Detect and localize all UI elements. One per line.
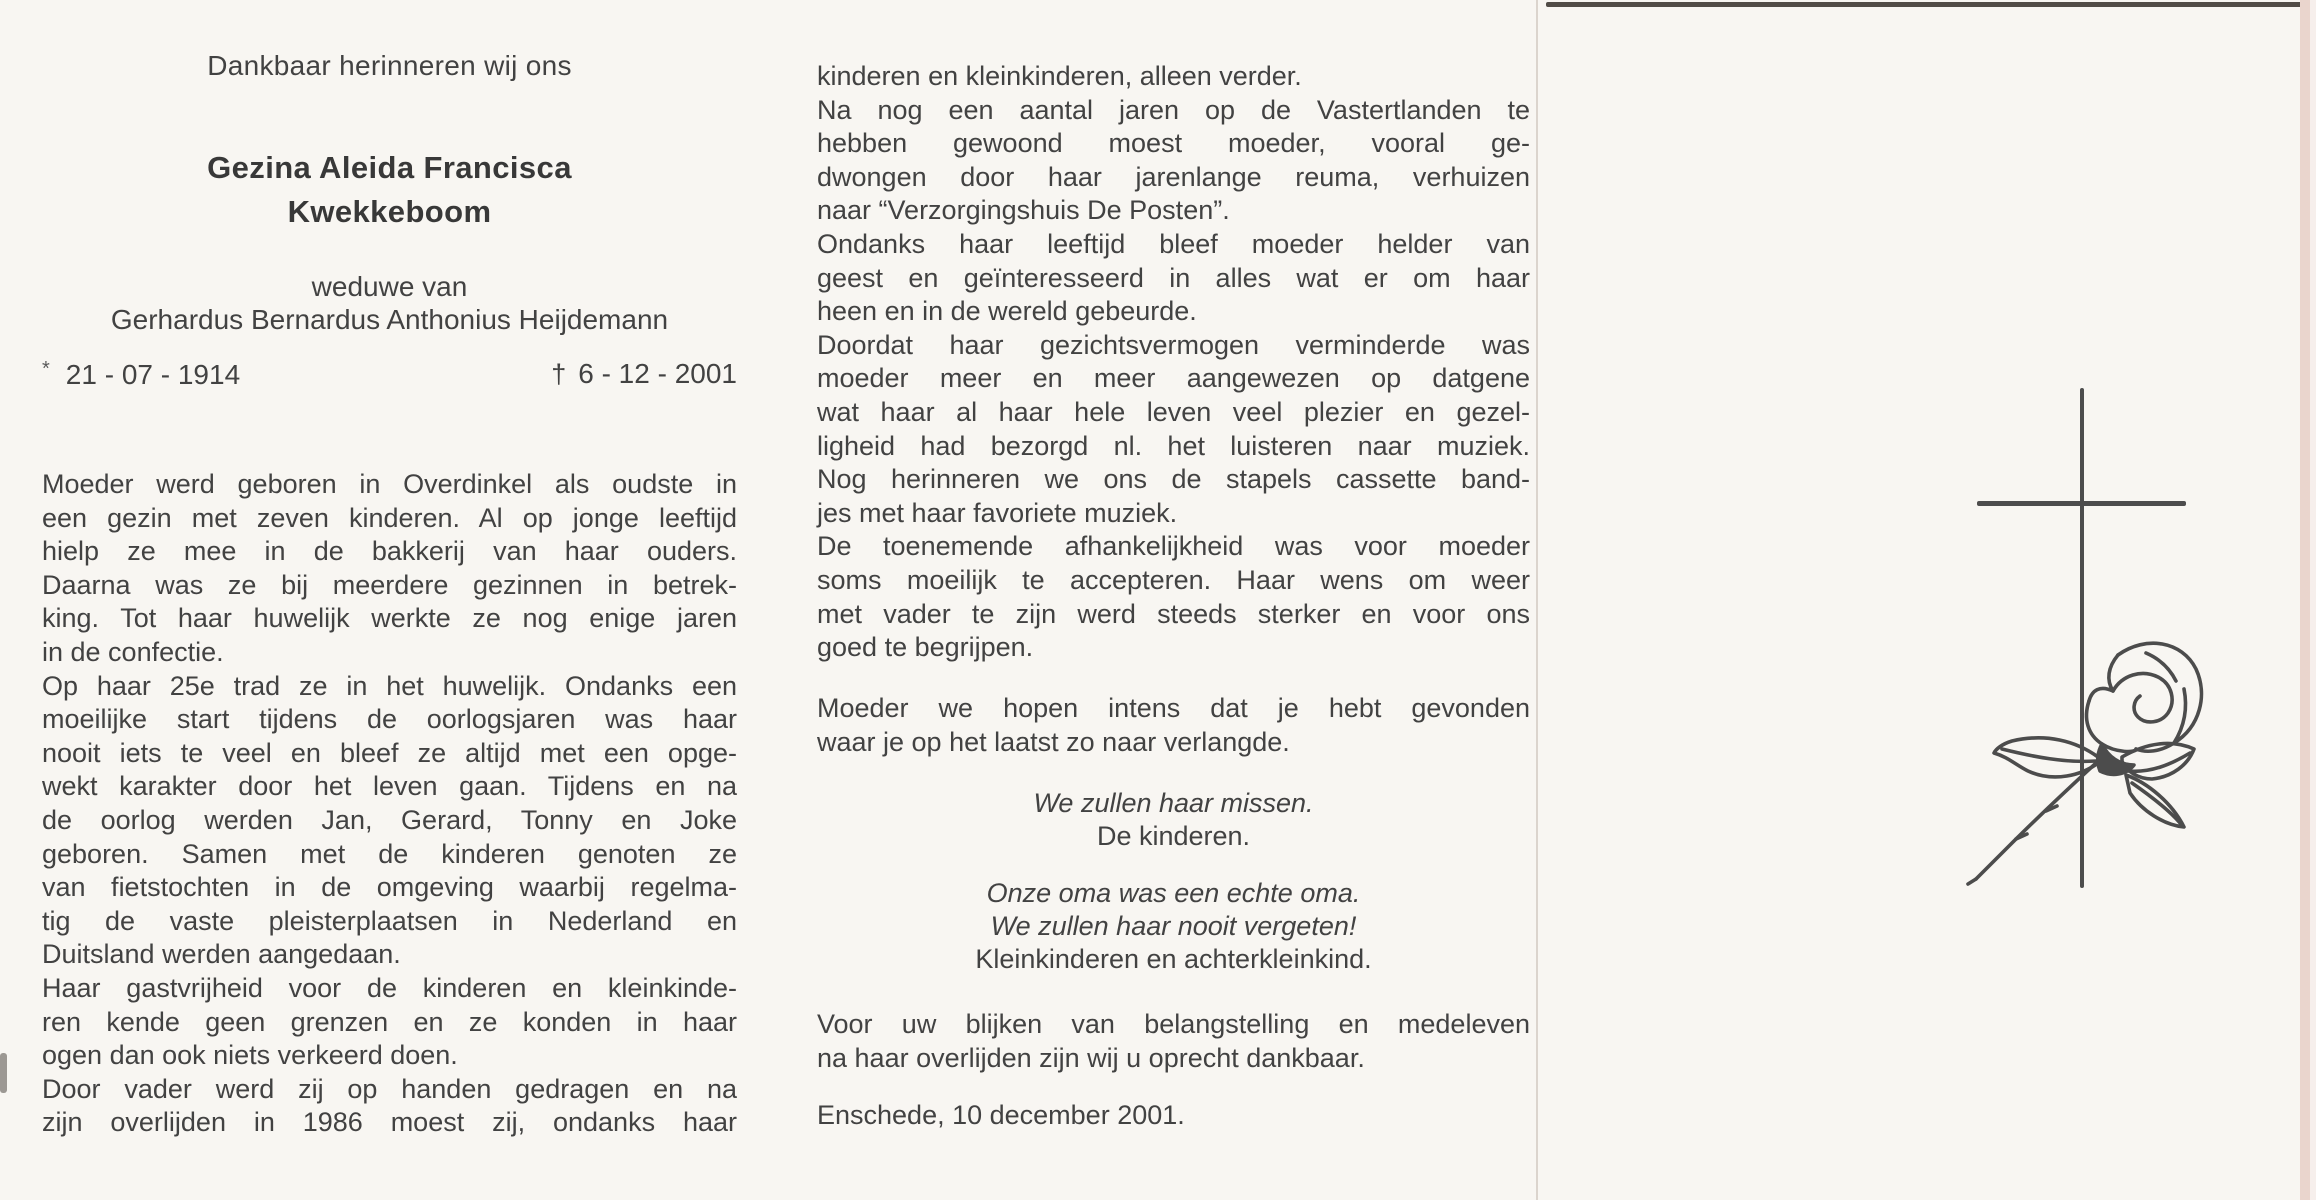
scan-right-edge xyxy=(2300,0,2310,1200)
text-line: ogen dan ook niets verkeerd doen. xyxy=(42,1040,458,1071)
text-line: met vader te zijn werd steeds sterker en voor ons xyxy=(817,598,1530,629)
text-line: hebben gewoond moest moeder, vooral ge- xyxy=(817,128,1530,159)
text-line: wat haar al haar hele leven veel plezier en gezel- xyxy=(817,396,1530,427)
text-line: Moeder werd geboren in Overdinkel als oudste in xyxy=(42,469,737,499)
text-line: waar je op het laatst zo naar verlangde. xyxy=(817,726,1290,757)
cross-icon-bar xyxy=(1977,501,2186,506)
text-line: een gezin met zeven kinderen. Al op jonge leeftijd xyxy=(42,502,737,533)
intro-line: Dankbaar herinneren wij ons xyxy=(207,50,572,81)
text-line: goed te begrijpen. xyxy=(817,632,1034,663)
text-line: de oorlog werden Jan, Gerard, Tonny en Joke xyxy=(42,804,737,835)
text-line: wekt karakter door het leven gaan. Tijdens en na xyxy=(42,771,737,802)
deceased-name-line-2: Kwekkeboom xyxy=(287,194,492,229)
children-signature: De kinderen. xyxy=(1096,821,1251,851)
children-tribute-line: We zullen haar missen. xyxy=(1033,788,1314,818)
text-line: ren kende geen grenzen en ze konden in haar xyxy=(42,1006,737,1037)
text-line: Moeder we hopen intens dat je hebt gevonden xyxy=(817,693,1530,723)
thanks-paragraph xyxy=(817,1008,1530,1075)
middle-page xyxy=(817,0,1530,1200)
text-line: Haar gastvrijheid voor de kinderen en kleinkinde- xyxy=(42,972,737,1003)
grandchildren-tribute-line-1: Onze oma was een echte oma. xyxy=(986,878,1361,908)
scan-right-edge-outer xyxy=(2310,0,2316,1200)
text-line: geboren. Samen met de kinderen genoten ze xyxy=(42,838,737,869)
text-line: moeder meer en meer aangewezen op datgene xyxy=(817,363,1530,394)
text-line: Door vader werd zij op handen gedragen en na xyxy=(42,1073,737,1104)
text-line: Doordat haar gezichtsvermogen verminderde was xyxy=(817,329,1530,360)
text-line: ligheid had bezorgd nl. het luisteren naar muziek. xyxy=(817,430,1530,461)
page-fold-line xyxy=(1536,0,1538,1200)
text-line: Na nog een aantal jaren op de Vastertlanden te xyxy=(817,94,1530,125)
grandchildren-signature: Kleinkinderen en achterkleinkind. xyxy=(975,944,1372,974)
text-line: De toenemende afhankelijkheid was voor moeder xyxy=(817,531,1530,562)
deceased-name-line-1: Gezina Aleida Francisca xyxy=(207,150,572,185)
scan-top-edge xyxy=(1546,2,2316,7)
relation-line: weduwe van xyxy=(311,271,468,302)
birth-asterisk-icon: * xyxy=(42,358,50,380)
death-dagger-icon: † xyxy=(551,359,567,389)
text-line: in de confectie. xyxy=(42,636,224,667)
scan-smudge xyxy=(0,1053,7,1093)
text-line: Ondanks haar leeftijd bleef moeder helder van xyxy=(817,228,1530,259)
hope-paragraph xyxy=(817,692,1530,759)
text-line: king. Tot haar huwelijk werkte ze nog enige jaren xyxy=(42,603,737,634)
text-line: jes met haar favoriete muziek. xyxy=(817,497,1178,528)
text-line: geest en geïnteresseerd in alles wat er om haar xyxy=(817,262,1530,293)
text-line: Duitsland werden aangedaan. xyxy=(42,939,401,970)
husband-name-line: Gerhardus Bernardus Anthonius Heijdemann xyxy=(110,304,669,335)
text-line: soms moeilijk te accepteren. Haar wens om weer xyxy=(817,564,1530,595)
birth-date-value: 21 - 07 - 1914 xyxy=(65,359,241,390)
text-line: Op haar 25e trad ze in het huwelijk. Ondanks een xyxy=(42,670,737,701)
text-line: hielp ze mee in de bakkerij van haar ouders. xyxy=(42,536,737,567)
text-line: Voor uw blijken van belangstelling en medeleven xyxy=(817,1009,1530,1039)
text-line: zijn overlijden in 1986 moest zij, ondanks haar xyxy=(42,1107,737,1138)
grandchildren-tribute-line-2: We zullen haar nooit vergeten! xyxy=(990,911,1357,941)
text-line: Nog herinneren we ons de stapels cassette band- xyxy=(817,464,1530,495)
text-line: tig de vaste pleisterplaatsen in Nederland en xyxy=(42,905,737,936)
text-line: dwongen door haar jarenlange reuma, verhuizen xyxy=(817,161,1530,192)
text-line: nooit iets te veel en bleef ze altijd met een opge- xyxy=(42,737,737,768)
middle-page-body xyxy=(817,60,1530,665)
death-date-value: 6 - 12 - 2001 xyxy=(578,358,737,389)
text-line: kinderen en kleinkinderen, alleen verder. xyxy=(817,61,1302,91)
text-line: heen en in de wereld gebeurde. xyxy=(817,296,1197,327)
left-page-body xyxy=(42,468,737,1140)
place-date-line: Enschede, 10 december 2001. xyxy=(817,1100,1185,1130)
text-line: Daarna was ze bij meerdere gezinnen in betrek- xyxy=(42,569,737,600)
rose-icon xyxy=(1950,625,2210,895)
text-line: moeilijke start tijdens de oorlogsjaren was haar xyxy=(42,704,737,735)
text-line: van fietstochten in de omgeving waarbij regelma- xyxy=(42,872,737,903)
death-date xyxy=(551,358,737,391)
text-line: naar “Verzorgingshuis De Posten”. xyxy=(817,195,1230,226)
left-page xyxy=(42,0,737,1200)
dates-row xyxy=(42,358,737,391)
birth-date xyxy=(42,358,240,391)
text-line: na haar overlijden zijn wij u oprecht dankbaar. xyxy=(817,1042,1365,1073)
